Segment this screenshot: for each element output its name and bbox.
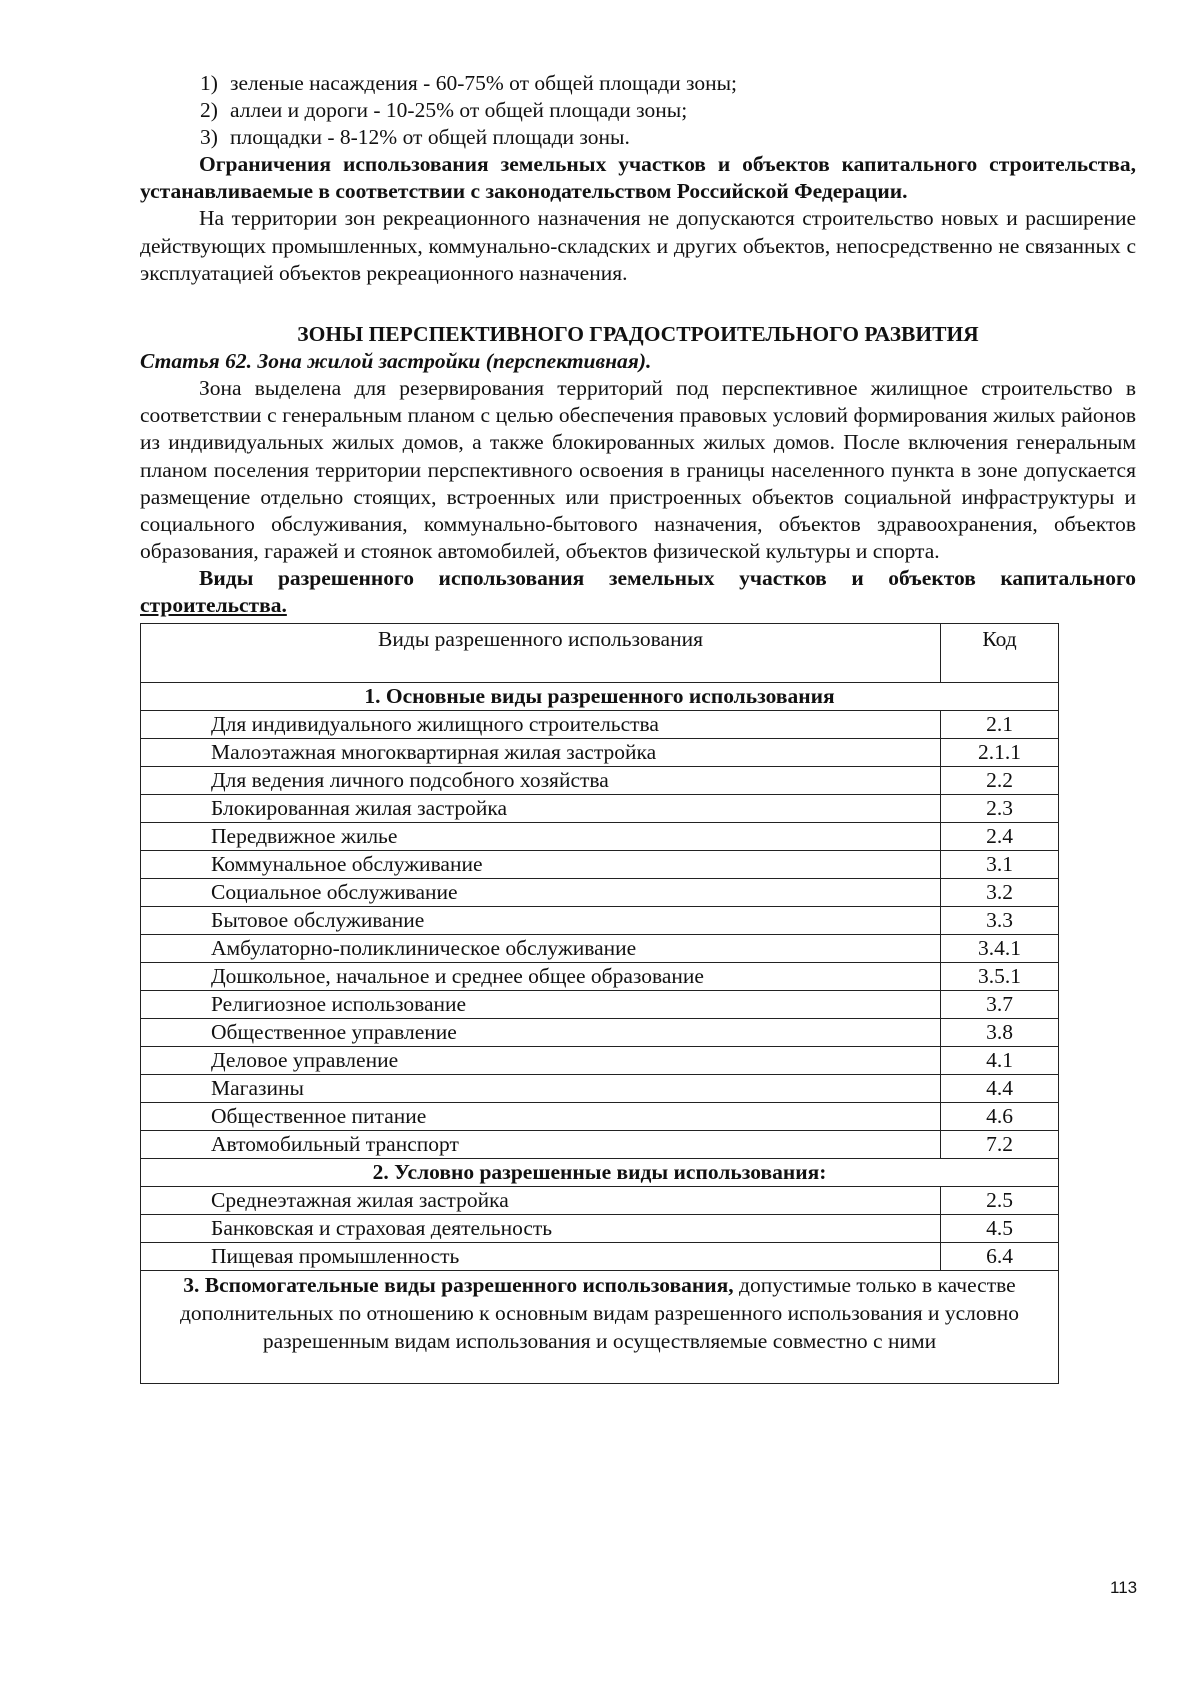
section-title: ЗОНЫ ПЕРСПЕКТИВНОГО ГРАДОСТРОИТЕЛЬНОГО РАЗВИТИЯ [297, 322, 979, 347]
use-name-cell: Социальное обслуживание [141, 879, 941, 907]
use-name-cell: Блокированная жилая застройка [141, 795, 941, 823]
use-code-cell: 3.4.1 [941, 935, 1059, 963]
use-code-cell: 4.6 [941, 1103, 1059, 1131]
table-row [141, 767, 1059, 795]
article-paragraph: Зона выделена для резервирования территорий под перспективное жилищное строительство в соответствии с генеральным планом с целью обеспечения правовых условий формирования жилых районов из индивидуальных жилых домов, а также блокированных жилых домов. После включения генеральным планом поселения территории перспективного освоения в границы населенного пункта в зоне допускается размещение отдельно стоящих, встроенных или пристроенных объектов социальной инфраструктуры и социального обслуживания, коммунально-бытового назначения, объектов здравоохранения, объектов образования, гаражей и стоянок автомобилей, объектов физической культуры и спорта. [140, 376, 1136, 564]
section1-title: 1. Основные виды разрешенного использования [141, 683, 1059, 711]
table-row [141, 1103, 1059, 1131]
restrictions-heading: Ограничения использования земельных участков и объектов капитального строительства, устанавливаемые в соответствии с законодательством Российской Федерации. [140, 152, 1136, 204]
article-title: Статья 62. Зона жилой застройки (перспективная). [140, 349, 652, 374]
use-code-cell: 4.1 [941, 1047, 1059, 1075]
permitted-uses-table [140, 623, 1059, 1384]
use-code-cell: 2.2 [941, 767, 1059, 795]
section3-row [141, 1271, 1059, 1384]
section2-title: 2. Условно разрешенные виды использования: [141, 1159, 1059, 1187]
permitted-uses-heading: Виды разрешенного использования земельных участков и объектов капитального строительства. [140, 566, 1136, 618]
table-row [141, 907, 1059, 935]
table-row [141, 851, 1059, 879]
use-code-cell: 2.5 [941, 1187, 1059, 1215]
page-number: 113 [1110, 1578, 1138, 1597]
use-code-cell: 4.4 [941, 1075, 1059, 1103]
section3-title: 3. Вспомогательные виды разрешенного использования, допустимые только в качестве дополнительных по отношению к основным видам разрешенного использования и условно разрешенным видам использования и осуществляемые совместно с ними [141, 1271, 1059, 1384]
use-name-cell: Для индивидуального жилищного строительства [141, 711, 941, 739]
use-code-cell: 3.2 [941, 879, 1059, 907]
list-item: 1) зеленые насаждения - 60-75% от общей площади зоны; [200, 71, 738, 95]
use-code-cell: 2.4 [941, 823, 1059, 851]
use-name-cell: Автомобильный транспорт [141, 1131, 941, 1159]
use-code-cell: 6.4 [941, 1243, 1059, 1271]
use-name-cell: Банковская и страховая деятельность [141, 1215, 941, 1243]
table-row [141, 879, 1059, 907]
use-code-cell: 2.3 [941, 795, 1059, 823]
use-code-cell: 3.1 [941, 851, 1059, 879]
use-name-cell: Для ведения личного подсобного хозяйства [141, 767, 941, 795]
use-name-cell: Бытовое обслуживание [141, 907, 941, 935]
table-row [141, 1131, 1059, 1159]
use-code-cell: 3.8 [941, 1019, 1059, 1047]
table-row [141, 1243, 1059, 1271]
use-code-cell: 4.5 [941, 1215, 1059, 1243]
use-code-cell: 3.5.1 [941, 963, 1059, 991]
table-header-row [141, 624, 1059, 683]
table-row [141, 711, 1059, 739]
use-code-cell: 3.3 [941, 907, 1059, 935]
use-code-cell: 7.2 [941, 1131, 1059, 1159]
table-row [141, 739, 1059, 767]
use-code-cell: 2.1 [941, 711, 1059, 739]
table-row [141, 1047, 1059, 1075]
table-row [141, 991, 1059, 1019]
use-name-cell: Пищевая промышленность [141, 1243, 941, 1271]
table-row [141, 1215, 1059, 1243]
use-name-cell: Дошкольное, начальное и среднее общее образование [141, 963, 941, 991]
list-item: 3) площадки - 8-12% от общей площади зоны. [200, 125, 630, 149]
use-code-cell: 2.1.1 [941, 739, 1059, 767]
use-code-cell: 3.7 [941, 991, 1059, 1019]
table-row [141, 795, 1059, 823]
table-row [141, 935, 1059, 963]
table-row [141, 963, 1059, 991]
use-name-cell: Религиозное использование [141, 991, 941, 1019]
table-row [141, 1075, 1059, 1103]
use-name-cell: Общественное управление [141, 1019, 941, 1047]
table-row [141, 823, 1059, 851]
document-page [140, 70, 1136, 1384]
section-row [141, 1159, 1059, 1187]
use-name-cell: Малоэтажная многоквартирная жилая застройка [141, 739, 941, 767]
zone-area-list [140, 70, 1136, 151]
use-name-cell: Общественное питание [141, 1103, 941, 1131]
table-row [141, 1187, 1059, 1215]
column-header-code: Код [941, 624, 1059, 683]
use-name-cell: Коммунальное обслуживание [141, 851, 941, 879]
column-header-name: Виды разрешенного использования [141, 624, 941, 683]
use-name-cell: Передвижное жилье [141, 823, 941, 851]
use-name-cell: Среднеэтажная жилая застройка [141, 1187, 941, 1215]
use-name-cell: Магазины [141, 1075, 941, 1103]
use-name-cell: Амбулаторно-поликлиническое обслуживание [141, 935, 941, 963]
section-row [141, 683, 1059, 711]
restrictions-paragraph: На территории зон рекреационного назначения не допускаются строительство новых и расширение действующих промышленных, коммунально-складских и других объектов, непосредственно не связанных с эксплуатацией объектов рекреационного назначения. [140, 206, 1136, 285]
list-item: 2) аллеи и дороги - 10-25% от общей площади зоны; [200, 98, 688, 122]
table-row [141, 1019, 1059, 1047]
use-name-cell: Деловое управление [141, 1047, 941, 1075]
